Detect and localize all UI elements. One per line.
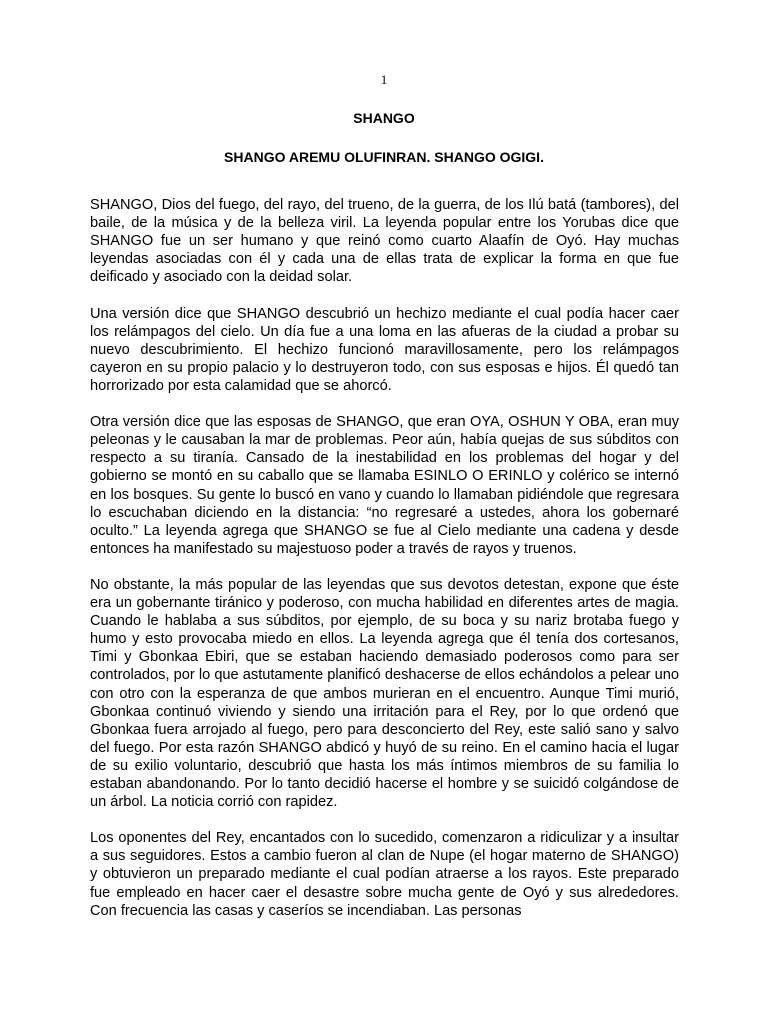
paragraph-5: Los oponentes del Rey, encantados con lo sucedido, comenzaron a ridiculizar y a insultar a sus seguidores. Estos a cambio fueron al clan de Nupe (el hogar materno de SHANGO) y obtuvieron un preparado mediante el cual podían atraerse a los rayos. Este preparado fue empleado en hacer caer el desastre sobre mucha gente de Oyó y sus alrededores. Con frecuencia las casas y caseríos se incendiaban. Las personas bbox=[90, 830, 679, 919]
paragraph-1: SHANGO, Dios del fuego, del rayo, del trueno, de la guerra, de los Ilú batá (tambores), del baile, de la música y de la belleza viril. La leyenda popular entre los Yorubas dice que SHANGO fue un ser humano y que reinó como cuarto Alaafín de Oyó. Hay muchas leyendas asociadas con él y cada una de ellas trata de explicar la forma en que fue deificado y asociado con la deidad solar. bbox=[90, 197, 679, 286]
paragraph-3: Otra versión dice que las esposas de SHANGO, que eran OYA, OSHUN Y OBA, eran muy peleonas y le causaban la mar de problemas. Peor aún, había quejas de sus súbditos con respecto a su tiranía. Cansado de la inestabilidad en los problemas del hogar y del gobierno se montó en su caballo que se llamaba ESINLO O ERINLO y colérico se internó en los bosques. Su gente lo buscó en vano y cuando lo llamaban pidiéndole que regresara lo escuchaban diciendo en la distancia: “no regresaré a ustedes, ahora los gobernaré oculto.” La leyenda agrega que SHANGO se fue al Cielo mediante una cadena y desde entonces ha manifestado su majestuoso poder a través de rayos y truenos. bbox=[90, 414, 679, 557]
page-number: 1 bbox=[380, 72, 388, 87]
document-body bbox=[90, 196, 679, 938]
paragraph-2: Una versión dice que SHANGO descubrió un hechizo mediante el cual podía hacer caer los relámpagos del cielo. Un día fue a una loma en las afueras de la ciudad a probar su nuevo descubrimiento. El hechizo funcionó maravillosamente, pero los relámpagos cayeron en su propio palacio y lo destruyeron todo, con sus esposas e hijos. Él quedó tan horrorizado por esta calamidad que se ahorcó. bbox=[90, 305, 679, 394]
document-title: SHANGO bbox=[353, 110, 415, 126]
paragraph-4: No obstante, la más popular de las leyendas que sus devotos detestan, expone que éste era un gobernante tiránico y poderoso, con mucha habilidad en diferentes artes de magia. Cuando le hablaba a sus súbditos, por ejemplo, de su boca y su nariz brotaba fuego y humo y esto provocaba miedo en ellos. La leyenda agrega que él tenía dos cortesanos, Timi y Gbonkaa Ebiri, que se estaban haciendo demasiado poderosos como para ser controlados, por lo que astutamente planificó deshacerse de ellos echándolos a pelear uno con otro con la esperanza de que ambos murieran en el encuentro. Aunque Timi murió, Gbonkaa continuó viviendo y siendo una irritación para el Rey, por lo que ordenó que Gbonkaa fuera arrojado al fuego, pero para desconcierto del Rey, este salió sano y salvo del fuego. Por esta razón SHANGO abdicó y huyó de su reino. En el camino hacia el lugar de su exilio voluntario, descubrió que hasta los más íntimos miembros de su familia lo estaban abandonando. Por lo tanto decidió hacerse el hombre y se suicidó colgándose de un árbol. La noticia corrió con rapidez. bbox=[90, 576, 679, 811]
document-subtitle: SHANGO AREMU OLUFINRAN. SHANGO OGIGI. bbox=[224, 149, 544, 165]
